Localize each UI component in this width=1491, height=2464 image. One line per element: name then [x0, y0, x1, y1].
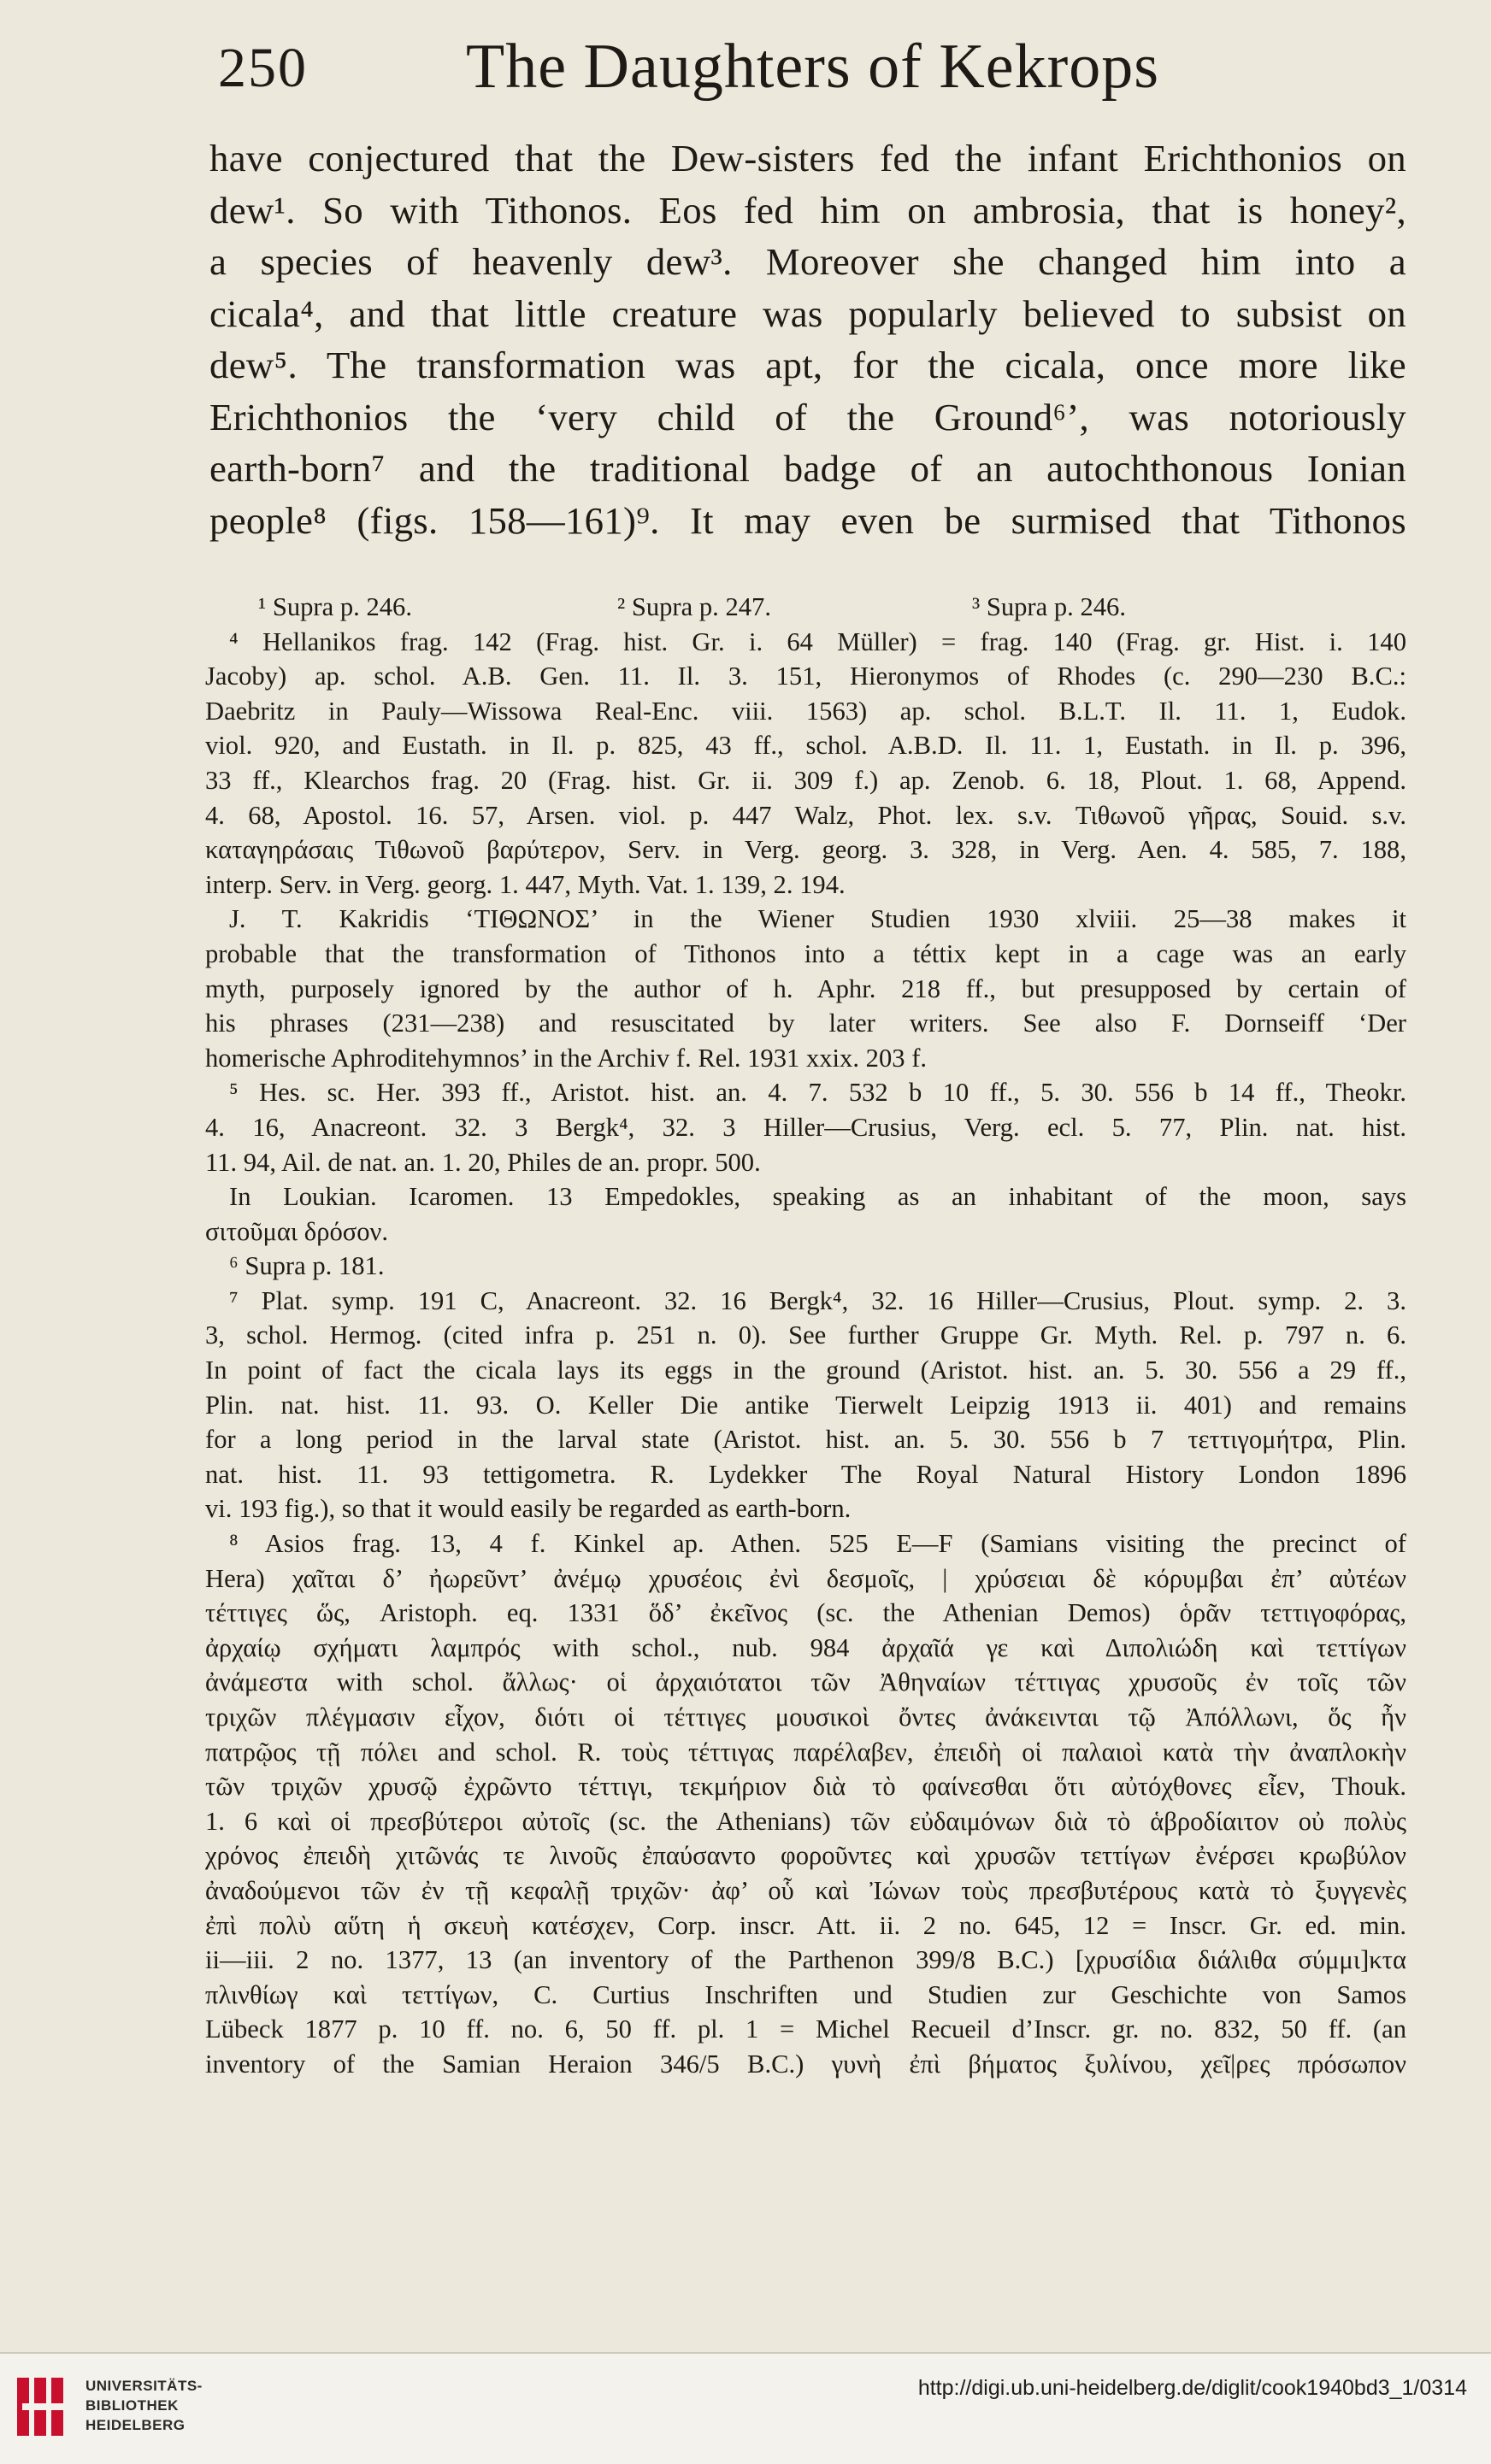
footnote-line: probable that the transformation of Tithonos into a téttix kept in a cage was an early: [205, 938, 1406, 968]
footnote-line: Jacoby) ap. schol. A.B. Gen. 11. Il. 3. 151, Hieronymos of Rhodes (c. 290—230 B.C.:: [205, 662, 1406, 691]
footnote-line: Hera) χαῖται δ’ ἠωρεῦντ’ ἀνέμῳ χρυσέοις ἐνὶ δεσμοῖς, | χρύσειαι δὲ κόρυμβαι ἐπ’ αὐτέων: [205, 1563, 1406, 1593]
footnote-line: nat. hist. 11. 93 tettigometra. R. Lydekker The Royal Natural History London 1896: [205, 1459, 1406, 1489]
body-line: earth-born⁷ and the traditional badge of an autochthonous Ionian: [209, 447, 1406, 490]
footnote-line: πατρῷος τῇ πόλει and schol. R. τοὺς τέττιγας παρέλαβεν, ἐπειδὴ οἱ παλαιοὶ κατὰ τὴν ἀναπλοκὴν: [205, 1737, 1406, 1767]
footnote-line: 4. 68, Apostol. 16. 57, Arsen. viol. p. 447 Walz, Phot. lex. s.v. Τιθωνοῦ γῆρας, Souid. s.v.: [205, 800, 1406, 830]
footnote-line: vi. 193 fig.), so that it would easily be regarded as earth-born.: [205, 1494, 852, 1524]
footnote-line: Daebritz in Pauly—Wissowa Real-Enc. viii. 1563) ap. schol. B.L.T. Il. 11. 1, Eudok.: [205, 696, 1406, 726]
footnote-line: Lübeck 1877 p. 10 ff. no. 6, 50 ff. pl. 1 = Michel Recueil d’Inscr. gr. no. 832, 50 ff. (an: [205, 2014, 1406, 2044]
library-logo[interactable]: [15, 2373, 212, 2446]
footnote-line: τριχῶν πλέγμασιν εἶχον, διότι οἱ τέττιγες μουσικοὶ ὄντες ἀνάκεινται τῷ Ἀπόλλωνι, ὅς ἦν: [205, 1702, 1406, 1732]
footnote-line: ἀνάμεστα with schol. ἄλλως· οἱ ἀρχαιότατοι τῶν Ἀθηναίων τέττιγας χρυσοῦς ἐν τοῖς τῶν: [205, 1667, 1406, 1697]
footnote-line: 11. 94, Ail. de nat. an. 1. 20, Philes de an. propr. 500.: [205, 1147, 761, 1177]
library-name-line: UNIVERSITÄTS-: [85, 2378, 203, 2394]
page-header: [218, 26, 1355, 120]
main-text: [209, 132, 1406, 546]
page-number: 250: [218, 37, 308, 99]
footnote-line: τέττιγες ὥς, Aristoph. eq. 1331 ὅδ’ ἐκεῖνος (sc. the Athenian Demos) ὁρᾶν τεττιγοφόρας,: [205, 1598, 1406, 1628]
footnote-3: ³ Supra p. 246.: [972, 592, 1126, 621]
footnote-line: In point of fact the cicala lays its eggs in the ground (Aristot. hist. an. 5. 30. 556 a 29 ff.,: [205, 1355, 1406, 1385]
footnote-line: homerische Aphroditehymnos’ in the Archiv f. Rel. 1931 xxix. 203 f.: [205, 1043, 928, 1073]
footnote-line: ἀρχαίῳ σχήματι λαμπρός with schol., nub. 984 ἀρχαῖά γε καὶ Διπολιώδη καὶ τεττίγων: [205, 1632, 1406, 1662]
body-line: a species of heavenly dew³. Moreover she changed him into a: [209, 240, 1406, 283]
footnote-line: 4. 16, Anacreont. 32. 3 Bergk⁴, 32. 3 Hiller—Crusius, Verg. ecl. 5. 77, Plin. nat. hist.: [205, 1112, 1406, 1142]
footnote-line: inventory of the Samian Heraion 346/5 B.C.) γυνὴ ἐπὶ βήματος ξυλίνου, χεῖ|ρες πρόσωπον: [205, 2049, 1406, 2079]
library-name-line: HEIDELBERG: [85, 2417, 186, 2433]
body-line: dew¹. So with Tithonos. Eos fed him on ambrosia, that is honey²,: [209, 188, 1406, 232]
library-name-line: BIBLIOTHEK: [85, 2397, 179, 2414]
footnote-2: ² Supra p. 247.: [617, 592, 771, 621]
footnote-line: ⁴ Hellanikos frag. 142 (Frag. hist. Gr. i. 64 Müller) = frag. 140 (Frag. gr. Hist. i. 140: [229, 626, 1406, 656]
footnote-line: for a long period in the larval state (Aristot. hist. an. 5. 30. 556 b 7 τεττιγομήτρα, Plin.: [205, 1425, 1406, 1455]
footnote-line: J. T. Kakridis ‘ΤΙΘΩΝΟΣ’ in the Wiener Studien 1930 xlviii. 25—38 makes it: [229, 904, 1406, 934]
source-url-link[interactable]: http://digi.ub.uni-heidelberg.de/diglit/cook1940bd3_1/0314: [917, 2376, 1467, 2400]
footnote-line: In Loukian. Icaromen. 13 Empedokles, speaking as an inhabitant of the moon, says: [229, 1182, 1406, 1212]
body-line: people⁸ (figs. 158—161)⁹. It may even be surmised that Tithonos: [209, 498, 1406, 542]
footnote-line: ⁷ Plat. symp. 191 C, Anacreont. 32. 16 Bergk⁴, 32. 16 Hiller—Crusius, Plout. symp. 2. 3.: [229, 1285, 1406, 1315]
footnote-1: ¹ Supra p. 246.: [258, 592, 412, 621]
footnote-line: interp. Serv. in Verg. georg. 1. 447, Myth. Vat. 1. 139, 2. 194.: [205, 869, 846, 899]
footnote-line: πλινθίωγ καὶ τεττίγων, C. Curtius Inschriften und Studien zur Geschichte von Samos: [205, 1979, 1406, 2009]
footer-bar: [0, 2354, 1491, 2464]
footnote-line: χρόνος ἐπειδὴ χιτῶνάς τε λινοῦς ἐπαύσαντο φοροῦντες καὶ χρυσῶν τεττίγων ἐνέρσει κρωβύλον: [205, 1841, 1406, 1871]
footnote-line: ii—iii. 2 no. 1377, 13 (an inventory of the Parthenon 399/8 B.C.) [χρυσίδια διάλιθα σύμμι]κτα: [205, 1945, 1406, 1975]
footnote-body: [205, 625, 1406, 2082]
body-line: cicala⁴, and that little creature was popularly believed to subsist on: [209, 291, 1406, 335]
footnote-line: 3, schol. Hermog. (cited infra p. 251 n. 0). See further Gruppe Gr. Myth. Rel. p. 797 n. 6.: [205, 1320, 1406, 1350]
footnote-line: viol. 920, and Eustath. in Il. p. 825, 43 ff., schol. A.B.D. Il. 11. 1, Eustath. in Il. p. 396,: [205, 731, 1406, 761]
footnote-line: σιτοῦμαι δρόσον.: [205, 1216, 389, 1246]
library-logo-icon: [15, 2374, 75, 2439]
footnote-refs-line: [205, 590, 1406, 625]
running-title: The Daughters of Kekrops: [466, 32, 1160, 102]
footnote-line: 1. 6 καὶ οἱ πρεσβύτεροι αὐτοῖς (sc. the Athenians) τῶν εὐδαιμόνων διὰ τὸ ἁβροδίαιτον οὐ πολὺς: [205, 1806, 1406, 1836]
footnote-line: τῶν τριχῶν χρυσῷ ἐχρῶντο τέττιγι, τεκμήριον διὰ τὸ φαίνεσθαι ὅτι αὐτόχθονες εἶεν, Thouk.: [205, 1772, 1406, 1802]
footnotes: [205, 590, 1406, 2082]
body-line: dew⁵. The transformation was apt, for the cicala, once more like: [209, 344, 1406, 386]
footnote-line: Plin. nat. hist. 11. 93. O. Keller Die antike Tierwelt Leipzig 1913 ii. 401) and remains: [205, 1390, 1406, 1420]
body-line: Erichthonios the ‘very child of the Ground⁶’, was notoriously: [209, 395, 1406, 438]
footnote-line: καταγηράσαις Τιθωνοῦ βαρύτερον, Serv. in Verg. georg. 3. 328, in Verg. Aen. 4. 585, 7. 188,: [205, 835, 1406, 865]
footnote-line: ⁵ Hes. sc. Her. 393 ff., Aristot. hist. an. 4. 7. 532 b 10 ff., 5. 30. 556 b 14 ff., Theokr.: [229, 1078, 1406, 1108]
footnote-line: ⁸ Asios frag. 13, 4 f. Kinkel ap. Athen. 525 E—F (Samians visiting the precinct of: [229, 1529, 1406, 1559]
body-line: have conjectured that the Dew-sisters fed the infant Erichthonios on: [209, 137, 1406, 179]
footnote-line: ἐπὶ πολὺ αὕτη ἡ σκευὴ κατέσχεν, Corp. inscr. Att. ii. 2 no. 645, 12 = Inscr. Gr. ed. min.: [205, 1910, 1406, 1940]
footnote-line: ⁶ Supra p. 181.: [229, 1251, 385, 1281]
footnote-line: myth, purposely ignored by the author of h. Aphr. 218 ff., but presupposed by certain of: [205, 973, 1406, 1003]
footnote-line: 33 ff., Klearchos frag. 20 (Frag. hist. Gr. ii. 309 f.) ap. Zenob. 6. 18, Plout. 1. 68, Append.: [205, 765, 1406, 795]
footnote-line: his phrases (231—238) and resuscitated by later writers. See also F. Dornseiff ‘Der: [205, 1009, 1406, 1038]
footnote-line: ἀναδούμενοι τῶν ἐν τῇ κεφαλῇ τριχῶν· ἀφ’ οὗ καὶ Ἰώνων τοὺς πρεσβυτέρους κατὰ τὸ ξυγγενὲς: [205, 1875, 1406, 1905]
